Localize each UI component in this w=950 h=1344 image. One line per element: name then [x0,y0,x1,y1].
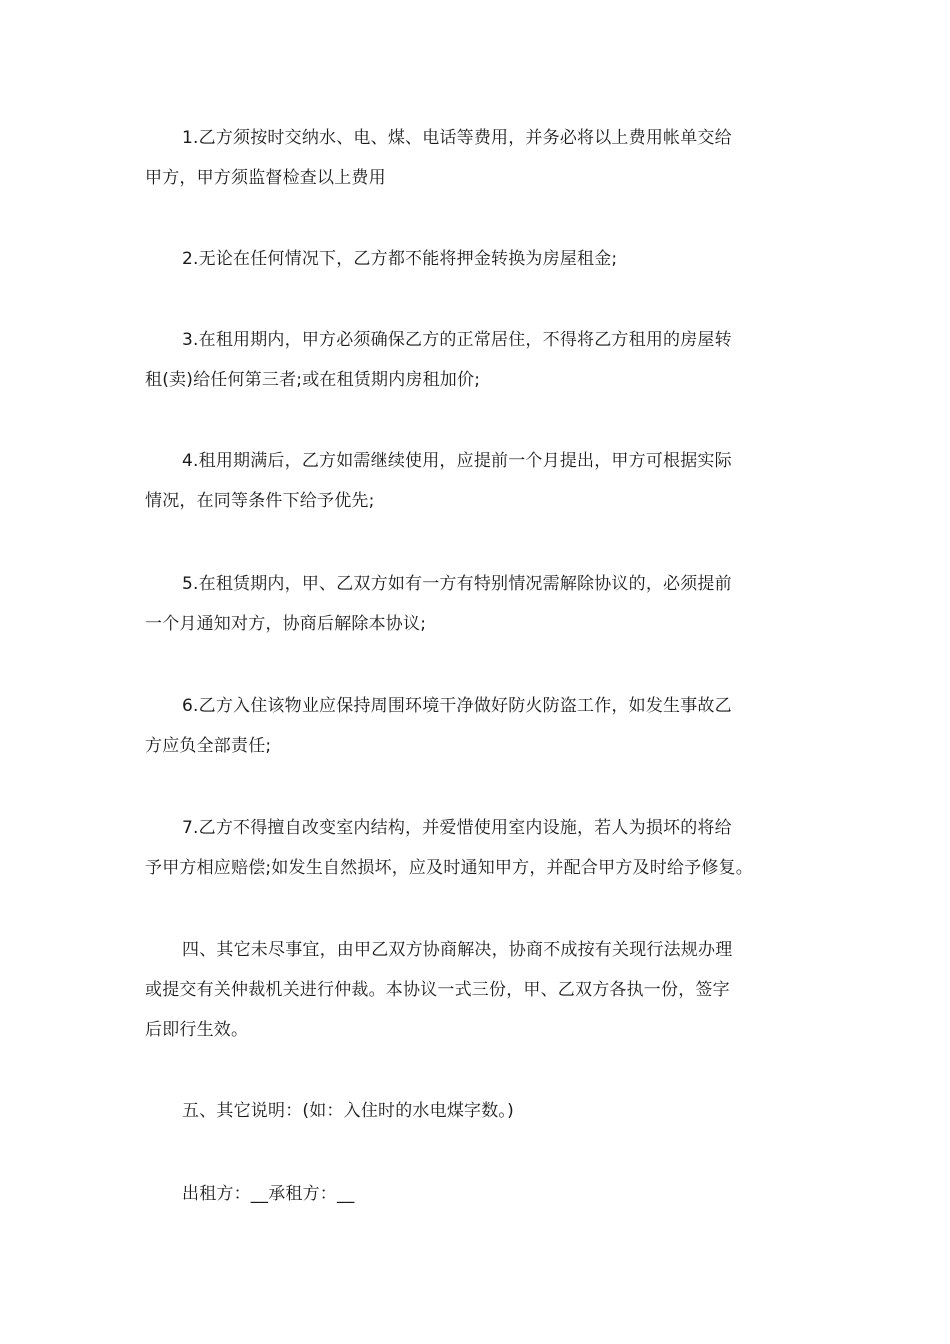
paragraph-line: 或提交有关仲裁机关进行仲裁。本协议一式三份，甲、乙双方各执一份，签字 [145,980,730,1000]
paragraph-line: 情况，在同等条件下给予优先; [145,491,375,511]
section-4-paragraph [145,930,825,1050]
paragraph-line: 四、其它未尽事宜，由甲乙双方协商解决，协商不成按有关现行法规办理 [182,940,733,960]
clause-7-paragraph [145,808,825,888]
section-5-paragraph [145,1091,825,1131]
clause-2-paragraph [145,239,825,279]
clause-6-paragraph [145,686,825,766]
paragraph-line: 5.在租赁期内，甲、乙双方如有一方有特别情况需解除协议的，必须提前 [182,574,732,594]
paragraph-line: 3.在租用期内，甲方必须确保乙方的正常居住，不得将乙方租用的房屋转 [182,330,732,350]
paragraph-line: 出租方：__承租方：__ [182,1184,355,1204]
paragraph-line: 一个月通知对方，协商后解除本协议; [145,614,427,634]
clause-3-paragraph [145,320,825,400]
paragraph-line: 7.乙方不得擅自改变室内结构，并爱惜使用室内设施，若人为损坏的将给 [182,818,732,838]
paragraph-line: 租(卖)给任何第三者;或在租赁期内房租加价; [145,370,481,390]
clause-4-paragraph [145,441,825,521]
clause-5-paragraph [145,564,825,644]
paragraph-line: 后即行生效。 [145,1020,249,1040]
paragraph-line: 6.乙方入住该物业应保持周围环境干净做好防火防盗工作，如发生事故乙 [182,696,732,716]
signature-line [145,1174,825,1214]
paragraph-line: 4.租用期满后，乙方如需继续使用，应提前一个月提出，甲方可根据实际 [182,451,732,471]
paragraph-line: 1.乙方须按时交纳水、电、煤、电话等费用，并务必将以上费用帐单交给 [182,128,732,148]
paragraph-line: 甲方，甲方须监督检查以上费用 [145,168,386,188]
paragraph-line: 方应负全部责任; [145,736,272,756]
paragraph-line: 予甲方相应赔偿;如发生自然损坏，应及时通知甲方，并配合甲方及时给予修复。 [145,858,753,878]
clause-1-paragraph [145,118,825,198]
paragraph-line: 五、其它说明：(如：入住时的水电煤字数。) [182,1101,514,1121]
paragraph-line: 2.无论在任何情况下，乙方都不能将押金转换为房屋租金; [182,249,618,269]
